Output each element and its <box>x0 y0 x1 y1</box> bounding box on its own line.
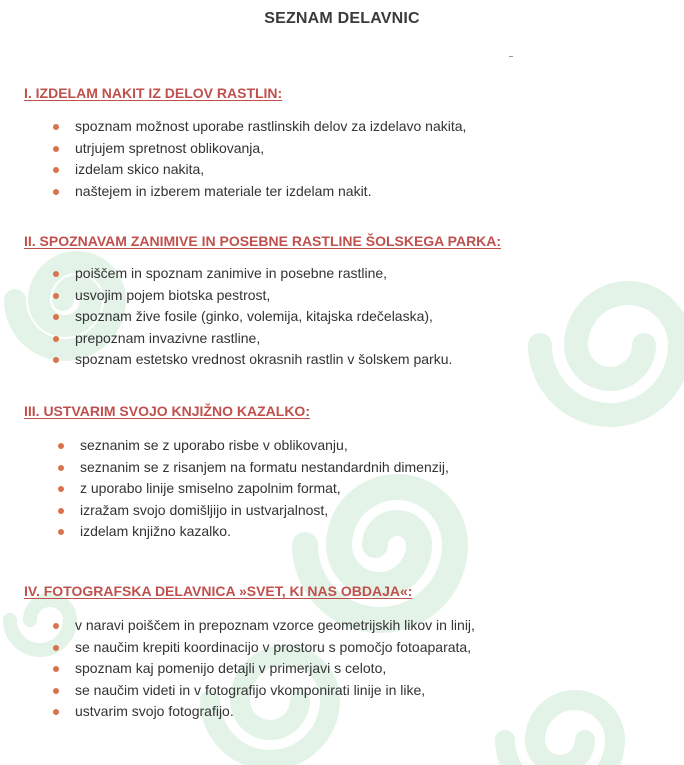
section-heading-2: II. SPOZNAVAM ZANIMIVE IN POSEBNE RASTLINE ŠOLSKEGA PARKA: <box>24 233 502 249</box>
list-item: seznanim se z uporabo risbe v oblikovanju, <box>80 435 449 457</box>
document-title: SEZNAM DELAVNIC <box>264 10 420 27</box>
section-heading-1: I. IZDELAM NAKIT IZ DELOV RASTLIN: <box>24 85 283 101</box>
list-item: prepoznam invazivne rastline, <box>75 328 452 350</box>
list-item: usvojim pojem biotska pestrost, <box>75 285 452 307</box>
section-2-list <box>75 263 452 371</box>
list-item: izražam svojo domišljijo in ustvarjalnost, <box>80 500 449 522</box>
list-item: z uporabo linije smiselno zapolnim format, <box>80 478 449 500</box>
bullet-icon <box>53 189 59 195</box>
list-item: spoznam žive fosile (ginko, volemija, kitajska rdečelaska), <box>75 306 452 328</box>
bullet-icon <box>53 167 59 173</box>
bullet-icon <box>53 336 59 342</box>
list-item: spoznam estetsko vrednost okrasnih rastlin v šolskem parku. <box>75 349 452 371</box>
list-item: spoznam kaj pomenijo detajli v primerjavi s celoto, <box>75 658 475 680</box>
bullet-icon <box>53 623 59 629</box>
section-1-list <box>75 116 466 202</box>
section-3-list <box>80 435 449 543</box>
list-item: utrjujem spretnost oblikovanja, <box>75 138 466 160</box>
list-item: spoznam možnost uporabe rastlinskih delov za izdelavo nakita, <box>75 116 466 138</box>
bullet-icon <box>53 271 59 277</box>
list-item: se naučim videti in v fotografijo vkomponirati linije in like, <box>75 680 475 702</box>
list-item: poiščem in spoznam zanimive in posebne rastline, <box>75 263 452 285</box>
bullet-icon <box>53 688 59 694</box>
scan-mark <box>509 56 513 57</box>
bullet-icon <box>53 357 59 363</box>
bullet-icon <box>53 293 59 299</box>
bullet-icon <box>53 645 59 651</box>
list-item: ustvarim svojo fotografijo. <box>75 701 475 723</box>
bullet-icon <box>58 508 64 514</box>
bullet-icon <box>58 486 64 492</box>
list-item: naštejem in izberem materiale ter izdelam nakit. <box>75 181 466 203</box>
list-item: v naravi poiščem in prepoznam vzorce geometrijskih likov in linij, <box>75 615 475 637</box>
list-item: se naučim krepiti koordinacijo v prostoru s pomočjo fotoaparata, <box>75 637 475 659</box>
section-heading-4: IV. FOTOGRAFSKA DELAVNICA »SVET, KI NAS OBDAJA«: <box>24 583 413 599</box>
bullet-icon <box>58 465 64 471</box>
bullet-icon <box>58 443 64 449</box>
section-4-list <box>75 615 475 723</box>
section-heading-3: III. USTVARIM SVOJO KNJIŽNO KAZALKO: <box>24 403 310 419</box>
list-item: seznanim se z risanjem na formatu nestandardnih dimenzij, <box>80 457 449 479</box>
bullet-icon <box>53 709 59 715</box>
bullet-icon <box>53 314 59 320</box>
bullet-icon <box>53 124 59 130</box>
list-item: izdelam skico nakita, <box>75 159 466 181</box>
bullet-icon <box>53 146 59 152</box>
bullet-icon <box>53 666 59 672</box>
list-item: izdelam knjižno kazalko. <box>80 521 449 543</box>
bullet-icon <box>58 529 64 535</box>
